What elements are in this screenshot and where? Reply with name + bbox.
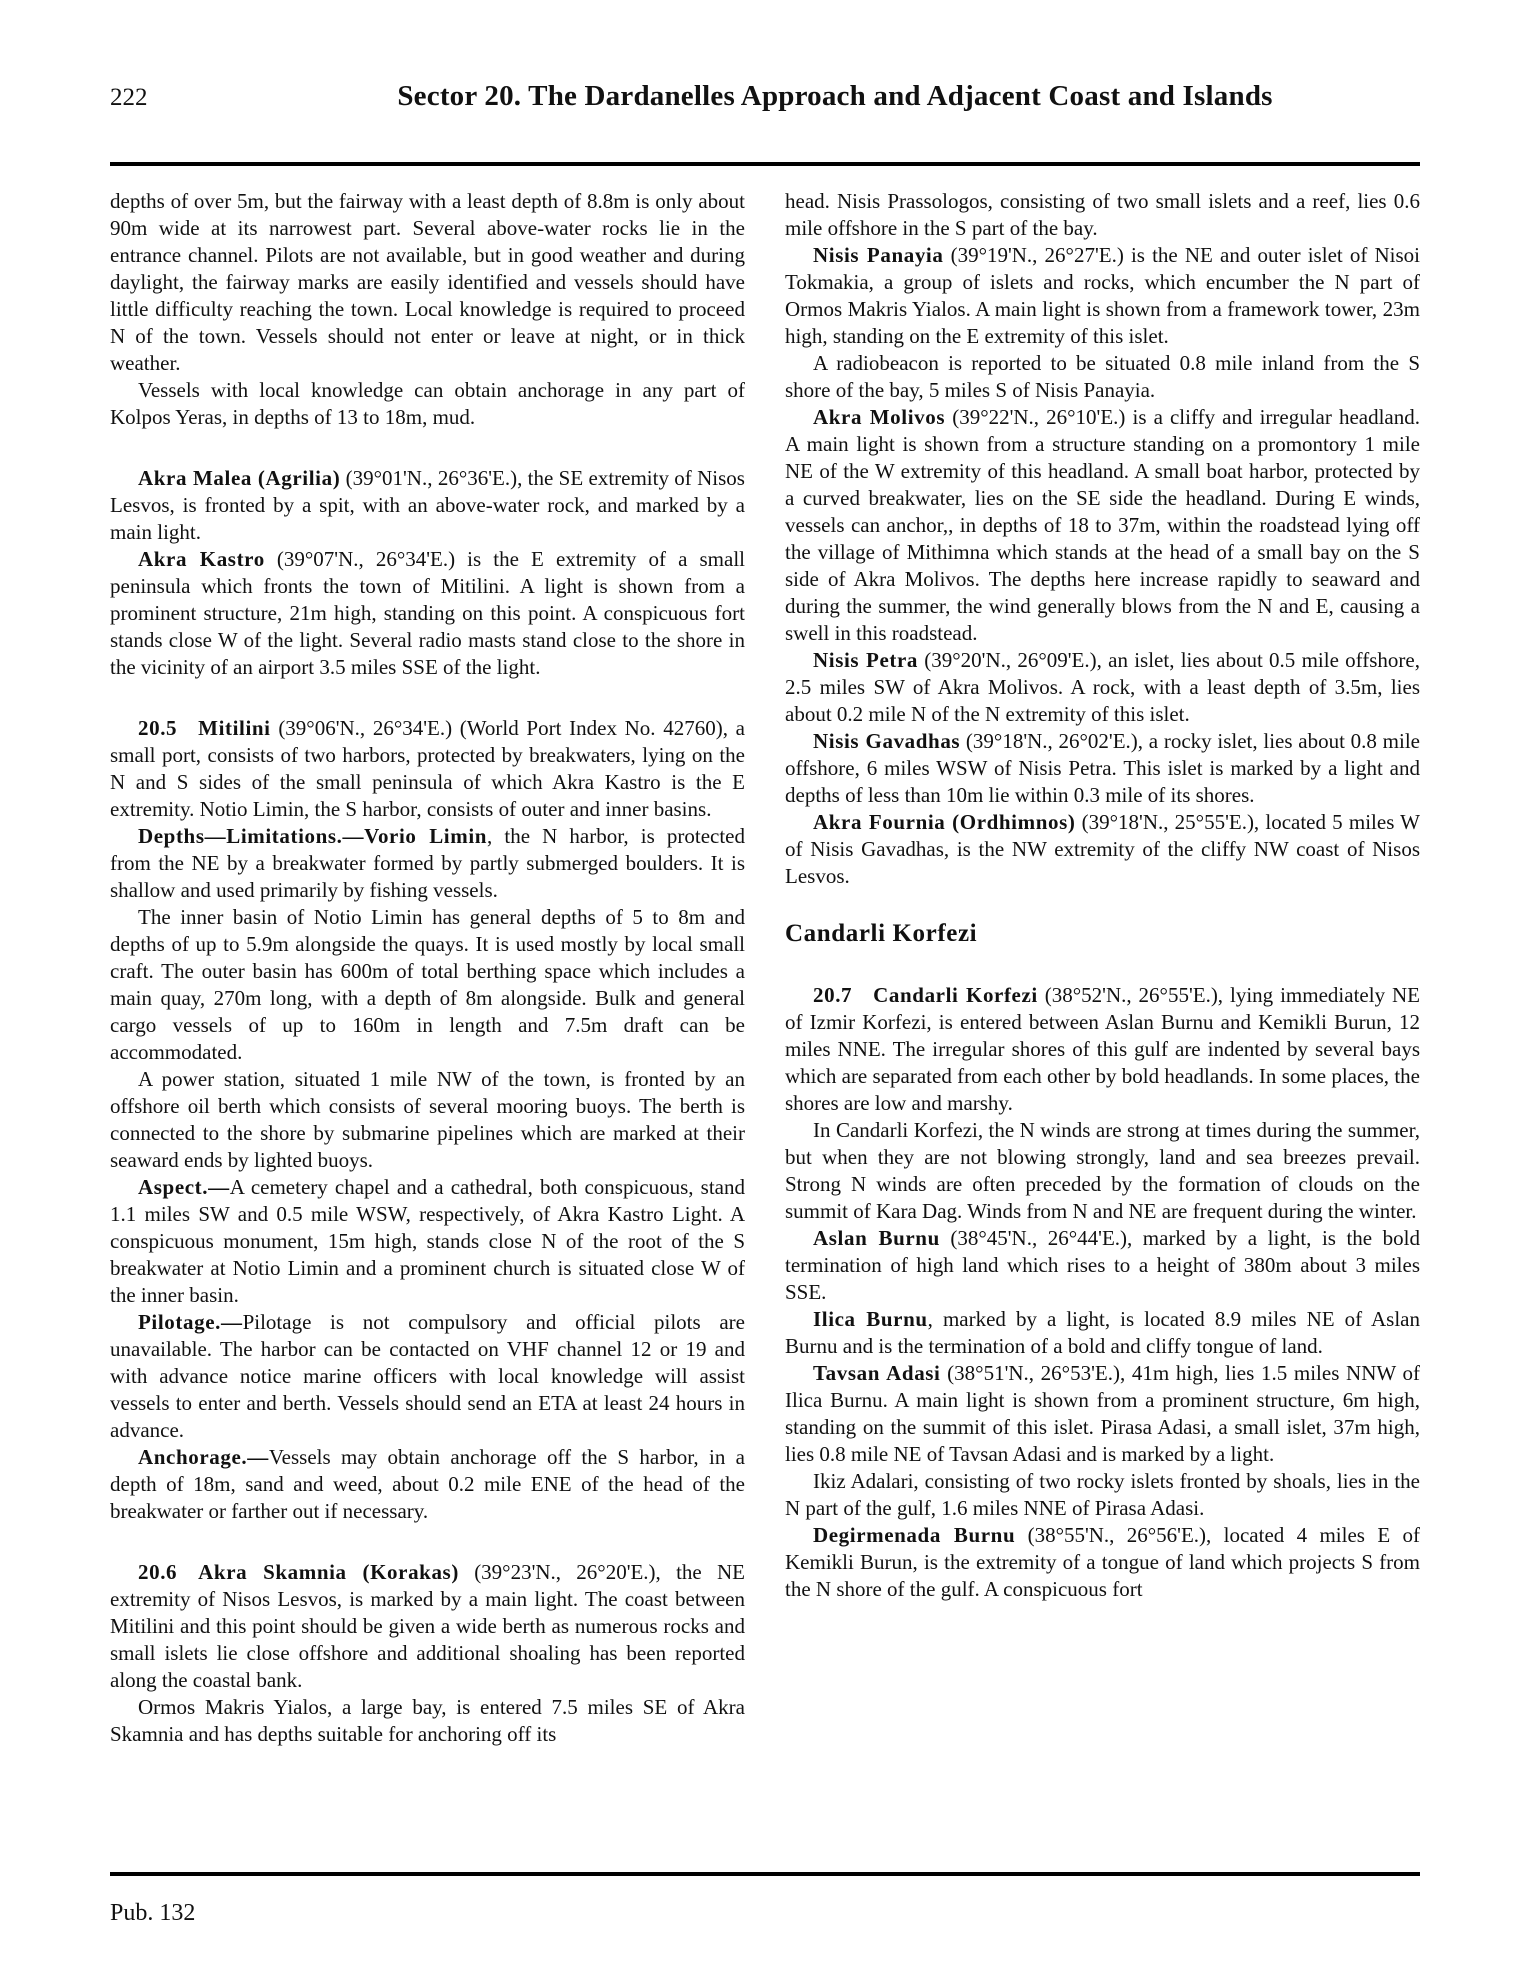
paragraph: [110, 1694, 745, 1748]
text-run: head. Nisis Prassologos, consisting of two small islets and a reef, lies 0.6 mile offshore in the S part of the bay.: [785, 189, 1420, 240]
feature-name: Aslan Burnu: [813, 1226, 940, 1250]
text-run: A cemetery chapel and a cathedral, both conspicuous, stand 1.1 miles SW and 0.5 mile WSW, respectively, of Akra Kastro Light. A conspicuous monument, 15m high, stands close N of the root of the S breakwater at Notio Limin and a prominent church is situated close W of the inner basin.: [110, 1175, 745, 1307]
text-columns: [110, 188, 1420, 1856]
publication-number: Pub. 132: [110, 1900, 196, 1926]
page-title: Sector 20. The Dardanelles Approach and Adjacent Coast and Islands: [397, 80, 1273, 112]
text-run: (39°19'N., 26°27'E.) is the NE and outer islet of Nisoi Tokmakia, a group of islets and rocks, which encumber the N part of Ormos Makris Yialos. A main light is shown from a framework tower, 23m high, standing on the E extremity of this islet.: [785, 243, 1420, 348]
feature-name: Nisis Gavadhas: [813, 729, 961, 753]
section-heading: Candarli Korfezi: [785, 920, 978, 947]
text-run: (38°55'N., 26°56'E.), located 4 miles E of Kemikli Burun, is the extremity of a tongue of land which projects S from the N shore of the gulf. A conspicuous fort: [785, 1523, 1420, 1601]
paragraph: [110, 1559, 745, 1694]
paragraph: [785, 982, 1420, 1117]
paragraph: [110, 1066, 745, 1174]
paragraph: [785, 242, 1420, 350]
paragraph: [785, 350, 1420, 404]
feature-name: 20.7: [813, 983, 853, 1007]
feature-name: Pilotage.—: [138, 1310, 243, 1334]
text-run: (39°18'N., 26°02'E.), a rocky islet, lies about 0.8 mile offshore, 6 miles WSW of Nisis Petra. This islet is marked by a light and depths of less than 10m lie within 0.3 mile of its shores.: [785, 729, 1420, 807]
paragraph: [110, 823, 745, 904]
paragraph: [110, 1309, 745, 1444]
text-run: [177, 716, 198, 740]
paragraph: [110, 1444, 745, 1525]
text-run: The inner basin of Notio Limin has general depths of 5 to 8m and depths of up to 5.9m alongside the quays. It is used mostly by local small craft. The outer basin has 600m of total berthing space which includes a main quay, 270m long, with a depth of 8m alongside. Bulk and general cargo vessels of up to 160m in length and 7.5m draft can be accommodated.: [110, 905, 745, 1064]
feature-name: Akra Molivos: [813, 405, 946, 429]
text-run: Pilotage is not compulsory and official pilots are unavailable. The harbor can be contacted on VHF channel 12 or 19 and with advance notice marine officers with local knowledge will assist vessels to enter and berth. Vessels should send an ETA at least 24 hours in advance.: [110, 1310, 745, 1442]
feature-name: 20.6: [138, 1560, 178, 1584]
feature-name: Depths—Limitations.—Vorio Limin: [138, 824, 488, 848]
feature-name: Nisis Panayia: [813, 243, 944, 267]
feature-name: Anchorage.—: [138, 1445, 269, 1469]
paragraph: [785, 1117, 1420, 1225]
feature-name: Akra Malea (Agrilia): [138, 466, 341, 490]
footer-rule: [110, 1872, 1420, 1876]
text-run: , the N harbor, is protected from the NE by a breakwater formed by partly submerged boulders. It is shallow and used primarily by fishing vessels.: [110, 824, 745, 902]
text-run: Ikiz Adalari, consisting of two rocky islets fronted by shoals, lies in the N part of the gulf, 1.6 miles NNE of Pirasa Adasi.: [785, 1469, 1420, 1520]
feature-name: Aspect.—: [138, 1175, 230, 1199]
text-run: (39°01'N., 26°36'E.), the SE extremity of Nisos Lesvos, is fronted by a spit, with an above-water rock, and marked by a main light.: [110, 466, 745, 544]
paragraph: [110, 546, 745, 681]
text-run: Vessels may obtain anchorage off the S harbor, in a depth of 18m, sand and weed, about 0.2 mile ENE of the head of the breakwater or farther out if necessary.: [110, 1445, 745, 1523]
feature-name: Candarli Korfezi: [873, 983, 1038, 1007]
text-run: In Candarli Korfezi, the N winds are strong at times during the summer, but when they are not blowing strongly, land and sea breezes prevail. Strong N winds are often preceded by the formation of clouds on the summit of Kara Dag. Winds from N and NE are frequent during the winter.: [785, 1118, 1420, 1223]
text-run: (39°18'N., 25°55'E.), located 5 miles W of Nisis Gavadhas, is the NW extremity of the cliffy NW coast of Nisos Lesvos.: [785, 810, 1420, 888]
paragraph: [785, 188, 1420, 242]
text-run: [177, 1560, 198, 1584]
page-number: 222: [110, 84, 148, 111]
text-run: (39°07'N., 26°34'E.) is the E extremity of a small peninsula which fronts the town of Mitilini. A light is shown from a prominent structure, 21m high, standing on this point. A conspicuous fort stands close W of the light. Several radio masts stand close to the shore in the vicinity of an airport 3.5 miles SSE of the light.: [110, 547, 745, 679]
text-run: (39°20'N., 26°09'E.), an islet, lies about 0.5 mile offshore, 2.5 miles SW of Akra Molivos. A rock, with a least depth of 3.5m, lies about 0.2 mile N of the N extremity of this islet.: [785, 648, 1420, 726]
text-run: (38°52'N., 26°55'E.), lying immediately NE of Izmir Korfezi, is entered between Aslan Burnu and Kemikli Burun, 12 miles NNE. The irregular shores of this gulf are indented by several bays which are separated from each other by bold headlands. In some places, the shores are low and marshy.: [785, 983, 1420, 1115]
text-run: (39°23'N., 26°20'E.), the NE extremity of Nisos Lesvos, is marked by a main light. The coast between Mitilini and this point should be given a wide berth as numerous rocks and small islets lie close offshore and additional shoaling has been reported along the coastal bank.: [110, 1560, 745, 1692]
paragraph: [110, 1174, 745, 1309]
paragraph: [110, 377, 745, 431]
left-column: [110, 188, 745, 1856]
paragraph: [785, 1306, 1420, 1360]
feature-name: 20.5: [138, 716, 178, 740]
paragraph: [785, 647, 1420, 728]
text-run: [852, 983, 873, 1007]
text-run: A power station, situated 1 mile NW of the town, is fronted by an offshore oil berth which consists of several mooring buoys. The berth is connected to the shore by submarine pipelines which are marked at their seaward ends by lighted buoys.: [110, 1067, 745, 1172]
paragraph: [110, 465, 745, 546]
paragraph: [785, 728, 1420, 809]
page-header: [0, 0, 1530, 116]
paragraph: [110, 715, 745, 823]
text-run: depths of over 5m, but the fairway with a least depth of 8.8m is only about 90m wide at its narrowest part. Several above-water rocks lie in the entrance channel. Pilots are not available, but in good weather and during daylight, the fairway marks are easily identified and vessels should have little difficulty reaching the town. Local knowledge is required to proceed N of the town. Vessels should not enter or leave at night, or in thick weather.: [110, 189, 745, 375]
feature-name: Akra Kastro: [138, 547, 265, 571]
text-run: Vessels with local knowledge can obtain anchorage in any part of Kolpos Yeras, in depths of 13 to 18m, mud.: [110, 378, 745, 429]
feature-name: Nisis Petra: [813, 648, 919, 672]
feature-name: Mitilini: [198, 716, 271, 740]
text-run: (39°22'N., 26°10'E.) is a cliffy and irregular headland. A main light is shown from a structure standing on a promontory 1 mile NE of the W extremity of this headland. A small boat harbor, protected by a curved breakwater, lies on the SE side the headland. During E winds, vessels can anchor,, in depths of 18 to 37m, within the roadstead lying off the village of Mithimna which stands at the head of a small bay on the S side of Akra Molivos. The depths here increase rapidly to seaward and during the summer, the wind generally blows from the N and E, causing a swell in this roadstead.: [785, 405, 1420, 645]
feature-name: Ilica Burnu: [813, 1307, 928, 1331]
header-rule: [110, 162, 1420, 166]
feature-name: Degirmenada Burnu: [813, 1523, 1016, 1547]
text-run: (39°06'N., 26°34'E.) (World Port Index No. 42760), a small port, consists of two harbors, protected by breakwaters, lying on the N and S sides of the small peninsula of which Akra Kastro is the E extremity. Notio Limin, the S harbor, consists of outer and inner basins.: [110, 716, 745, 821]
paragraph: [785, 1522, 1420, 1603]
paragraph: [785, 404, 1420, 647]
text-run: Ormos Makris Yialos, a large bay, is entered 7.5 miles SE of Akra Skamnia and has depths suitable for anchoring off its: [110, 1695, 745, 1746]
feature-name: Akra Skamnia (Korakas): [198, 1560, 459, 1584]
text-run: A radiobeacon is reported to be situated 0.8 mile inland from the S shore of the bay, 5 miles S of Nisis Panayia.: [785, 351, 1420, 402]
right-column: [785, 188, 1420, 1856]
paragraph: [110, 904, 745, 1066]
paragraph: [110, 188, 745, 377]
paragraph: [785, 1360, 1420, 1468]
paragraph: [785, 1468, 1420, 1522]
paragraph: [785, 809, 1420, 890]
paragraph: [785, 1225, 1420, 1306]
feature-name: Akra Fournia (Ordhimnos): [813, 810, 1076, 834]
text-run: (38°45'N., 26°44'E.), marked by a light, is the bold termination of high land which rises to a height of 380m about 3 miles SSE.: [785, 1226, 1420, 1304]
text-run: , marked by a light, is located 8.9 miles NE of Aslan Burnu and is the termination of a bold and cliffy tongue of land.: [785, 1307, 1420, 1358]
feature-name: Tavsan Adasi: [813, 1361, 941, 1385]
page-footer: [110, 1872, 1420, 1927]
text-run: (38°51'N., 26°53'E.), 41m high, lies 1.5 miles NNW of Ilica Burnu. A main light is shown from a prominent structure, 6m high, standing on the summit of this islet. Pirasa Adasi, a small islet, 37m high, lies 0.8 mile NE of Tavsan Adasi and is marked by a light.: [785, 1361, 1420, 1466]
